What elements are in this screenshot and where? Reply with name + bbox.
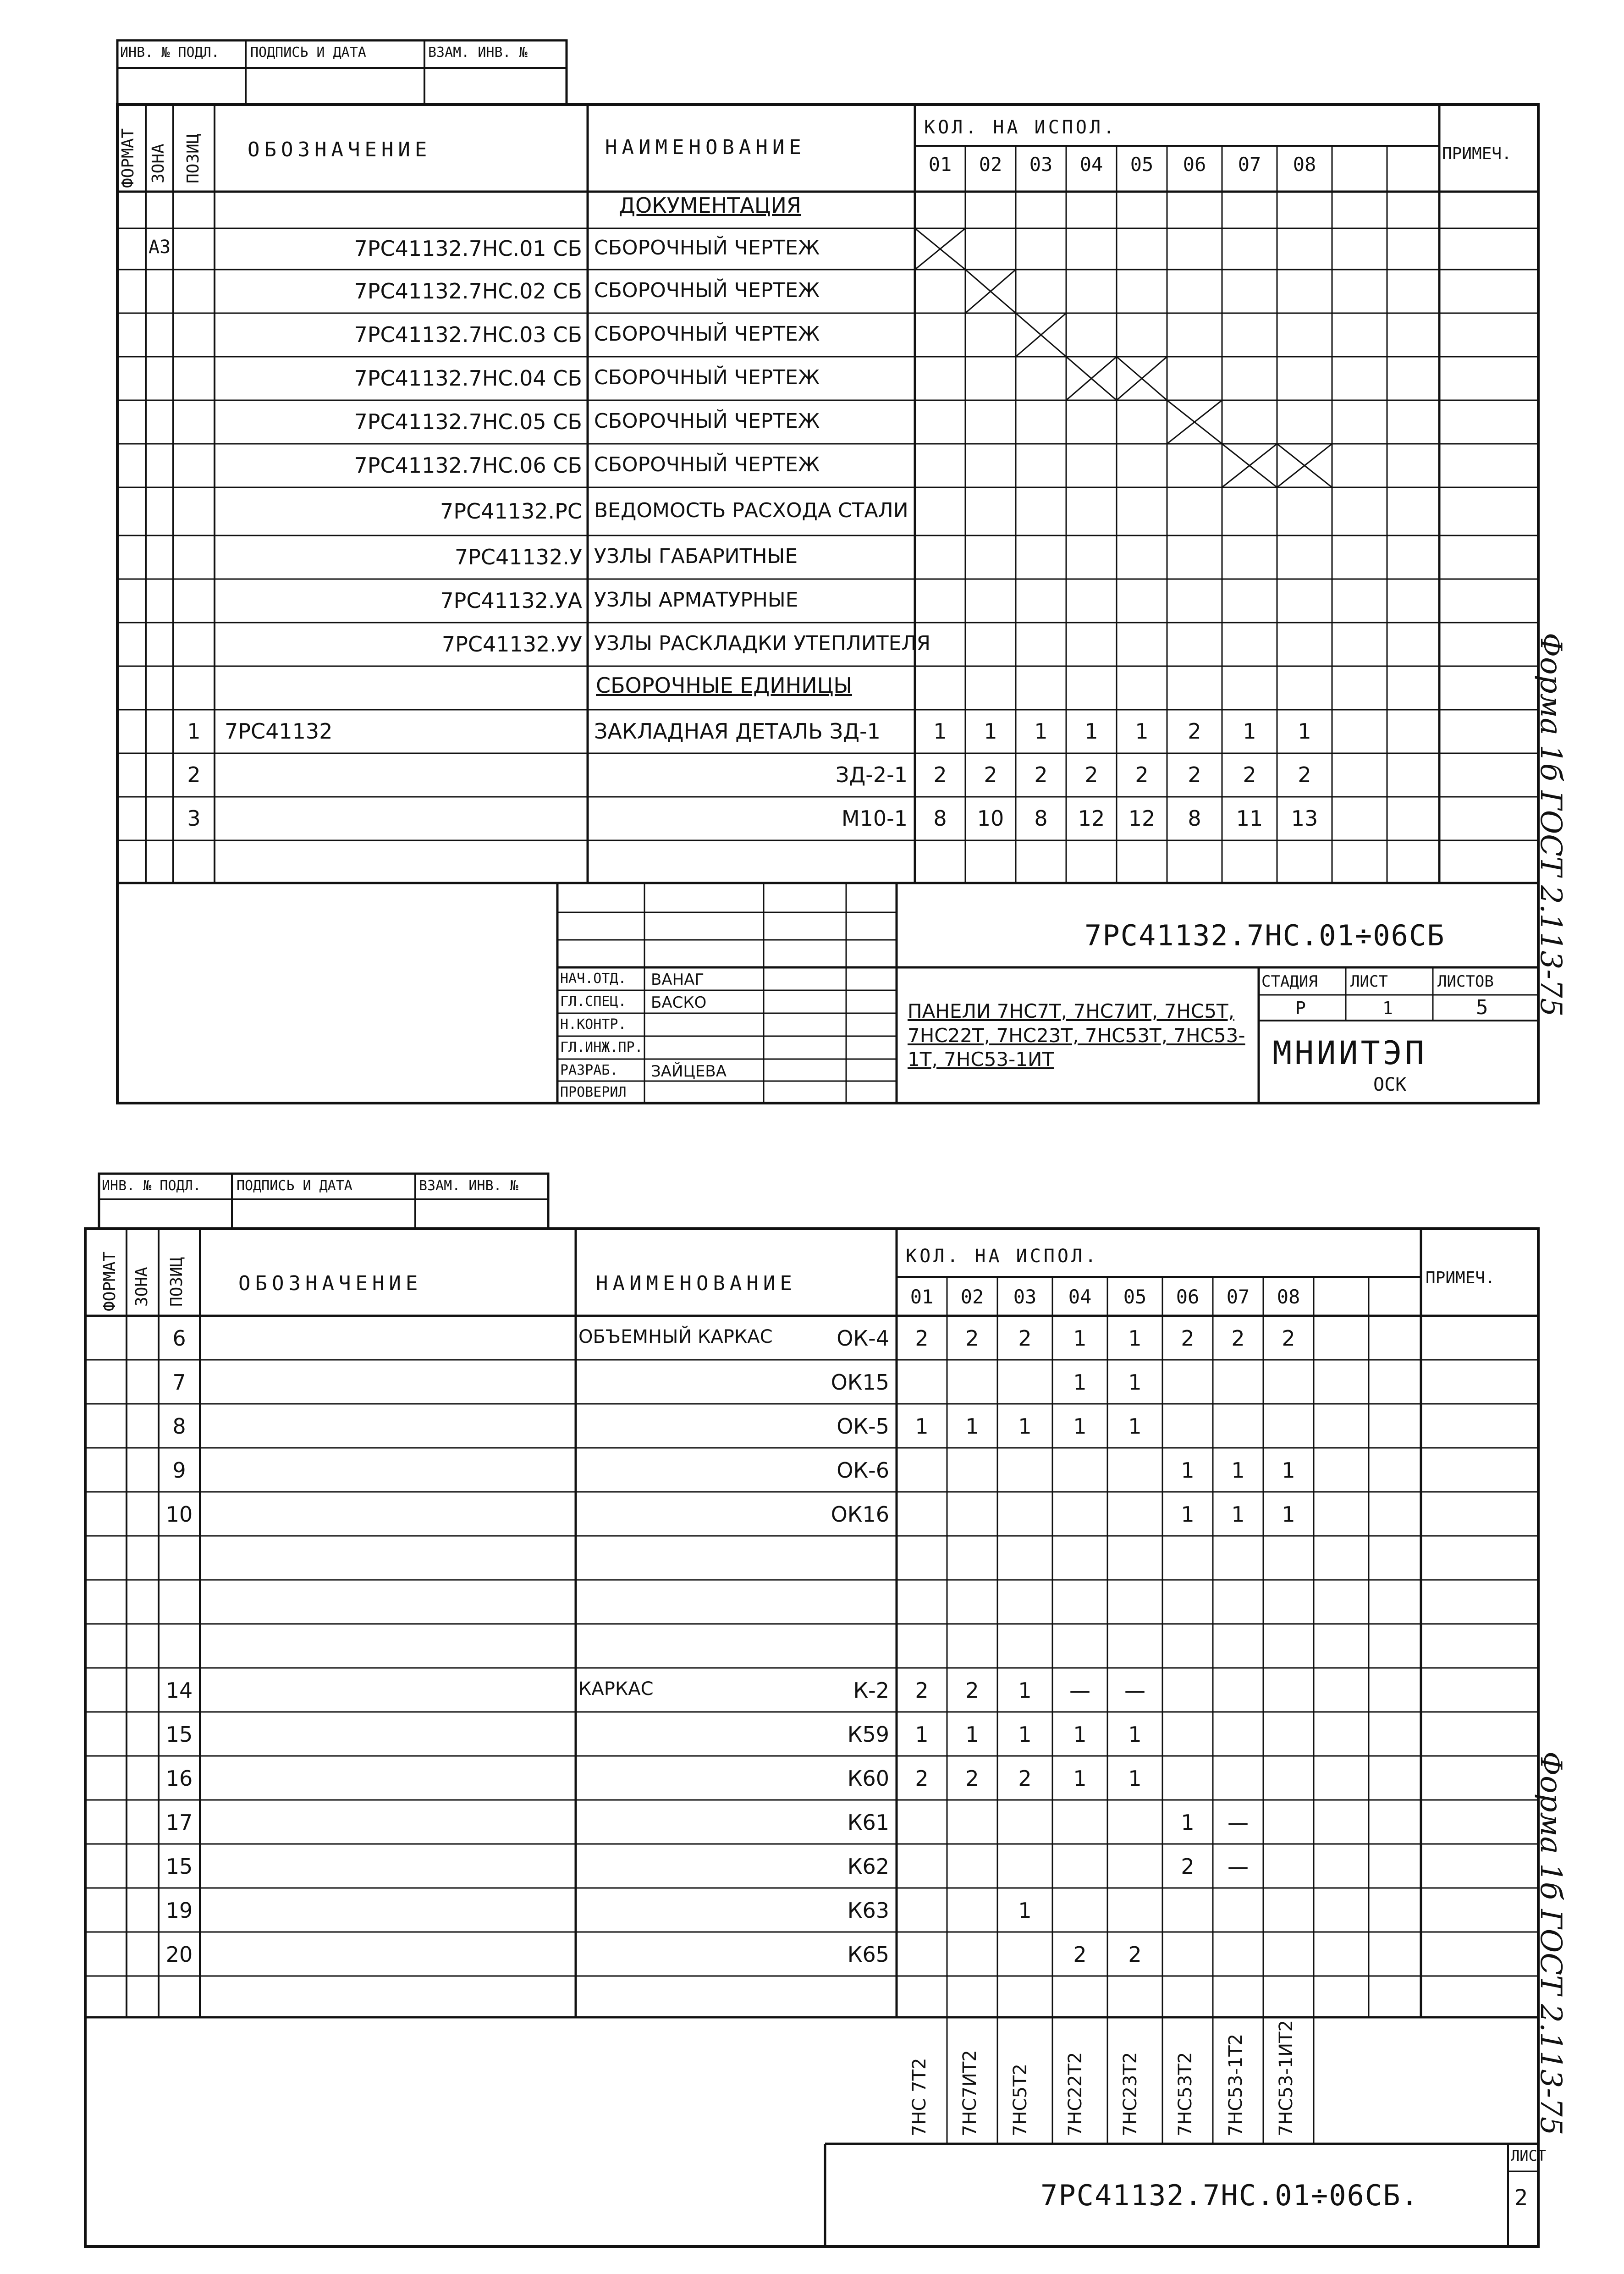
item-position: 2 <box>187 762 201 787</box>
doc-name: СБОРОЧНЫЙ ЧЕРТЕЖ <box>594 236 820 259</box>
panel-mark: 7НС7ИТ2 <box>959 2050 980 2136</box>
variant-header: 07 <box>1226 1286 1250 1308</box>
row-quantity: 2 <box>1282 1326 1295 1351</box>
item-quantity: 2 <box>933 762 947 787</box>
col2-zone-header: ЗОНА <box>132 1267 151 1307</box>
row-name-left: ОБЪЕМНЫЙ КАРКАС <box>578 1326 773 1347</box>
item-quantity: 2 <box>1298 762 1311 787</box>
row-name: К63 <box>847 1898 889 1923</box>
row-quantity: 1 <box>1073 1766 1087 1791</box>
sheets-label: ЛИСТОВ <box>1437 972 1494 991</box>
col-name-header: НАИМЕНОВАНИЕ <box>605 136 806 159</box>
row-quantity: 2 <box>915 1766 929 1791</box>
variant-header: 06 <box>1183 153 1206 176</box>
item-quantity: 2 <box>1085 762 1098 787</box>
doc-designation: 7РС41132.УУ <box>441 631 582 657</box>
row-quantity: 1 <box>1231 1502 1245 1527</box>
doc-format: А3 <box>149 237 171 258</box>
stamp-sign-label: ПОДПИСЬ И ДАТА <box>250 44 366 61</box>
col-designation-header: ОБОЗНАЧЕНИЕ <box>248 138 432 161</box>
doc-name: СБОРОЧНЫЙ ЧЕРТЕЖ <box>594 278 820 302</box>
row-quantity: 1 <box>915 1414 929 1439</box>
variant-header: 01 <box>928 153 952 176</box>
col2-note-header: ПРИМЕЧ. <box>1426 1269 1495 1287</box>
row-quantity: 1 <box>1128 1414 1142 1439</box>
title-role: ГЛ.СПЕЦ. <box>560 993 627 1010</box>
row-name: К65 <box>847 1942 889 1967</box>
title-doc-code: 7РС41132.7НС.01÷06СБ <box>1085 919 1445 952</box>
item-quantity: 10 <box>977 806 1004 831</box>
row-quantity: 1 <box>1282 1502 1295 1527</box>
variant-header: 06 <box>1176 1286 1200 1308</box>
row-quantity: 2 <box>915 1326 929 1351</box>
row-quantity: 1 <box>1181 1810 1195 1835</box>
row-position: 8 <box>172 1414 186 1439</box>
row-quantity: 2 <box>1018 1766 1032 1791</box>
row-position: 16 <box>165 1766 193 1791</box>
row-quantity: 1 <box>1073 1414 1087 1439</box>
variant-header: 03 <box>1029 153 1053 176</box>
doc-designation: 7РС41132.РС <box>440 498 582 524</box>
item-designation: 7РС41132 <box>225 719 333 744</box>
doc-name: УЗЛЫ АРМАТУРНЫЕ <box>594 588 798 612</box>
item-position: 3 <box>187 806 201 831</box>
row-quantity: 2 <box>1231 1326 1245 1351</box>
row-quantity: 2 <box>915 1678 929 1703</box>
variant-header: 07 <box>1238 153 1261 176</box>
stage-value: Р <box>1295 998 1306 1018</box>
item-quantity: 1 <box>1298 719 1311 744</box>
item-quantity: 1 <box>1135 719 1149 744</box>
sheet-value: 1 <box>1382 998 1393 1018</box>
item-quantity: 1 <box>1243 719 1256 744</box>
row-quantity: — <box>1069 1678 1090 1703</box>
row-position: 15 <box>165 1854 193 1879</box>
doc-designation: 7РС41132.У <box>454 544 582 569</box>
row-name: ОК15 <box>831 1370 889 1395</box>
section-assemblies: СБОРОЧНЫЕ ЕДИНИЦЫ <box>596 673 852 698</box>
row-name: К62 <box>847 1854 889 1879</box>
doc-designation: 7РС41132.7НС.02 СБ <box>354 278 582 304</box>
row-quantity: 2 <box>965 1326 979 1351</box>
row-quantity: 1 <box>915 1722 929 1747</box>
sheet-2-doc-code: 7РС41132.7НС.01÷06СБ. <box>1040 2179 1419 2212</box>
row-quantity: 2 <box>1181 1326 1195 1351</box>
panel-mark: 7НС22Т2 <box>1065 2052 1086 2136</box>
stamp-inv-label: ИНВ. № ПОДЛ. <box>120 44 220 61</box>
row-quantity: 1 <box>1181 1458 1195 1483</box>
doc-designation: 7РС41132.7НС.04 СБ <box>354 365 582 391</box>
title-role-name: БАСКО <box>651 993 707 1012</box>
item-name: М10-1 <box>841 806 908 831</box>
title-description: ПАНЕЛИ 7НС7Т, 7НС7ИТ, 7НС5Т, 7НС22Т, 7НС23Т, 7НС53Т, 7НС53-1Т, 7НС53-1ИТ <box>908 1000 1245 1071</box>
row-quantity: 1 <box>1018 1414 1032 1439</box>
row-position: 17 <box>165 1810 193 1835</box>
variant-header: 05 <box>1123 1286 1147 1308</box>
row-quantity: 2 <box>965 1678 979 1703</box>
title-role: Н.КОНТР. <box>560 1016 627 1032</box>
row-position: 14 <box>165 1678 193 1703</box>
variant-header: 08 <box>1293 153 1316 176</box>
sheet-2 <box>0 1155 1624 2274</box>
doc-name: СБОРОЧНЫЙ ЧЕРТЕЖ <box>594 365 820 389</box>
panel-mark: 7НС53-1Т2 <box>1225 2033 1246 2136</box>
doc-name: ВЕДОМОСТЬ РАСХОДА СТАЛИ <box>594 498 908 522</box>
title-role-name: ВАНАГ <box>651 971 705 989</box>
item-quantity: 2 <box>1135 762 1149 787</box>
row-quantity: — <box>1228 1810 1249 1835</box>
row-quantity: 1 <box>1128 1766 1142 1791</box>
item-quantity: 2 <box>984 762 997 787</box>
row-quantity: 2 <box>1018 1326 1032 1351</box>
sheet-2-sheet-label: ЛИСТ <box>1511 2147 1547 2164</box>
row-quantity: — <box>1228 1854 1249 1879</box>
row-quantity: 1 <box>1018 1722 1032 1747</box>
item-quantity: 2 <box>1034 762 1048 787</box>
row-position: 10 <box>165 1502 193 1527</box>
col2-name-header: НАИМЕНОВАНИЕ <box>596 1272 797 1295</box>
row-quantity: 2 <box>1128 1942 1142 1967</box>
stamp2-replace-label: ВЗАМ. ИНВ. № <box>419 1178 518 1194</box>
row-quantity: 1 <box>1128 1370 1142 1395</box>
col-zone-header: ЗОНА <box>149 144 168 183</box>
variant-header: 02 <box>979 153 1002 176</box>
title-role: НАЧ.ОТД. <box>560 971 627 987</box>
title-role: ПРОВЕРИЛ <box>560 1084 627 1100</box>
item-quantity: 12 <box>1128 806 1156 831</box>
row-name: К59 <box>847 1722 889 1747</box>
item-name: ЗАКЛАДНАЯ ДЕТАЛЬ ЗД-1 <box>594 719 881 744</box>
row-position: 9 <box>172 1458 186 1483</box>
side-stamp-2: Форма 1б ГОСТ 2.113-75 <box>1534 1751 1568 2136</box>
doc-designation: 7РС41132.7НС.03 СБ <box>354 322 582 347</box>
row-quantity: 1 <box>965 1722 979 1747</box>
panel-mark: 7НС53Т2 <box>1175 2052 1196 2136</box>
col-format-header: ФОРМАТ <box>119 128 138 188</box>
row-name: ОК-5 <box>837 1414 889 1439</box>
row-position: 6 <box>172 1326 186 1351</box>
variant-header: 03 <box>1013 1286 1037 1308</box>
doc-name: СБОРОЧНЫЙ ЧЕРТЕЖ <box>594 322 820 346</box>
item-quantity: 8 <box>933 806 947 831</box>
variant-header: 04 <box>1079 153 1103 176</box>
item-quantity: 13 <box>1291 806 1318 831</box>
item-quantity: 2 <box>1243 762 1256 787</box>
item-position: 1 <box>187 719 201 744</box>
sheet-1 <box>0 0 1624 1128</box>
item-quantity: 2 <box>1188 719 1201 744</box>
panel-mark: 7НС5Т2 <box>1010 2064 1031 2136</box>
col2-quantity-header: КОЛ. НА ИСПОЛ. <box>906 1246 1099 1267</box>
col2-designation-header: ОБОЗНАЧЕНИЕ <box>238 1272 423 1295</box>
section-documentation: ДОКУМЕНТАЦИЯ <box>619 193 801 218</box>
doc-name: УЗЛЫ ГАБАРИТНЫЕ <box>594 544 798 568</box>
col-position-header: ПОЗИЦ <box>184 133 203 183</box>
stage-label: СТАДИЯ <box>1261 972 1318 991</box>
side-stamp-1: Форма 1б ГОСТ 2.113-75 <box>1534 633 1568 1017</box>
doc-designation: 7РС41132.7НС.05 СБ <box>354 409 582 434</box>
row-name: ОК-6 <box>837 1458 889 1483</box>
variant-header: 04 <box>1068 1286 1092 1308</box>
row-quantity: 1 <box>965 1414 979 1439</box>
item-quantity: 12 <box>1078 806 1105 831</box>
row-quantity: 2 <box>1073 1942 1087 1967</box>
variant-header: 01 <box>910 1286 934 1308</box>
row-name: ОК-4 <box>837 1326 889 1351</box>
col2-position-header: ПОЗИЦ <box>167 1257 186 1307</box>
org-sub: ОСК <box>1373 1074 1407 1095</box>
row-quantity: — <box>1124 1678 1145 1703</box>
doc-designation: 7РС41132.7НС.01 СБ <box>354 236 582 261</box>
title-role: РАЗРАБ. <box>560 1062 618 1078</box>
row-quantity: 1 <box>1128 1722 1142 1747</box>
variant-header: 08 <box>1277 1286 1300 1308</box>
row-name-left: КАРКАС <box>578 1678 654 1700</box>
row-quantity: 1 <box>1128 1326 1142 1351</box>
variant-header: 02 <box>960 1286 984 1308</box>
col2-format-header: ФОРМАТ <box>100 1251 119 1311</box>
row-position: 19 <box>165 1898 193 1923</box>
item-quantity: 1 <box>1085 719 1098 744</box>
sheet-2-sheet-number: 2 <box>1514 2185 1528 2211</box>
row-quantity: 1 <box>1018 1678 1032 1703</box>
row-name: К61 <box>847 1810 889 1835</box>
doc-designation: 7РС41132.УА <box>440 588 582 613</box>
row-quantity: 1 <box>1073 1722 1087 1747</box>
title-role-name: ЗАЙЦЕВА <box>651 1062 727 1081</box>
stamp-replace-label: ВЗАМ. ИНВ. № <box>428 44 528 61</box>
row-name: К-2 <box>853 1678 889 1703</box>
item-quantity: 8 <box>1188 806 1201 831</box>
sheet-2-grid <box>0 1155 1624 2274</box>
row-quantity: 2 <box>965 1766 979 1791</box>
stamp2-inv-label: ИНВ. № ПОДЛ. <box>102 1178 201 1194</box>
row-quantity: 1 <box>1181 1502 1195 1527</box>
panel-mark: 7НС53-1ИТ2 <box>1276 2020 1297 2136</box>
row-position: 7 <box>172 1370 186 1395</box>
item-quantity: 2 <box>1188 762 1201 787</box>
doc-name: СБОРОЧНЫЙ ЧЕРТЕЖ <box>594 453 820 476</box>
row-quantity: 1 <box>1282 1458 1295 1483</box>
row-name: ОК16 <box>831 1502 889 1527</box>
doc-name: УЗЛЫ РАСКЛАДКИ УТЕПЛИТЕЛЯ <box>594 631 931 655</box>
stamp2-sign-label: ПОДПИСЬ И ДАТА <box>237 1178 352 1194</box>
item-quantity: 1 <box>1034 719 1048 744</box>
doc-name: СБОРОЧНЫЙ ЧЕРТЕЖ <box>594 409 820 433</box>
row-position: 20 <box>165 1942 193 1967</box>
doc-designation: 7РС41132.7НС.06 СБ <box>354 453 582 478</box>
org-name: МНИИТЭП <box>1272 1034 1427 1072</box>
row-name: К60 <box>847 1766 889 1791</box>
sheet-1-crosses <box>0 0 1624 1128</box>
sheet-label: ЛИСТ <box>1350 972 1388 991</box>
title-role: ГЛ.ИНЖ.ПР. <box>560 1039 643 1055</box>
row-quantity: 1 <box>1018 1898 1032 1923</box>
col-quantity-header: КОЛ. НА ИСПОЛ. <box>924 117 1118 138</box>
item-quantity: 8 <box>1034 806 1048 831</box>
item-name: ЗД-2-1 <box>835 762 908 787</box>
row-quantity: 2 <box>1181 1854 1195 1879</box>
variant-header: 05 <box>1130 153 1154 176</box>
item-quantity: 11 <box>1236 806 1263 831</box>
panel-mark: 7НС 7Т2 <box>909 2058 930 2136</box>
panel-mark: 7НС23Т2 <box>1120 2052 1141 2136</box>
row-quantity: 1 <box>1073 1370 1087 1395</box>
row-position: 15 <box>165 1722 193 1747</box>
row-quantity: 1 <box>1231 1458 1245 1483</box>
sheets-value: 5 <box>1476 996 1488 1019</box>
item-quantity: 1 <box>984 719 997 744</box>
row-quantity: 1 <box>1073 1326 1087 1351</box>
item-quantity: 1 <box>933 719 947 744</box>
col-note-header: ПРИМЕЧ. <box>1442 144 1512 163</box>
